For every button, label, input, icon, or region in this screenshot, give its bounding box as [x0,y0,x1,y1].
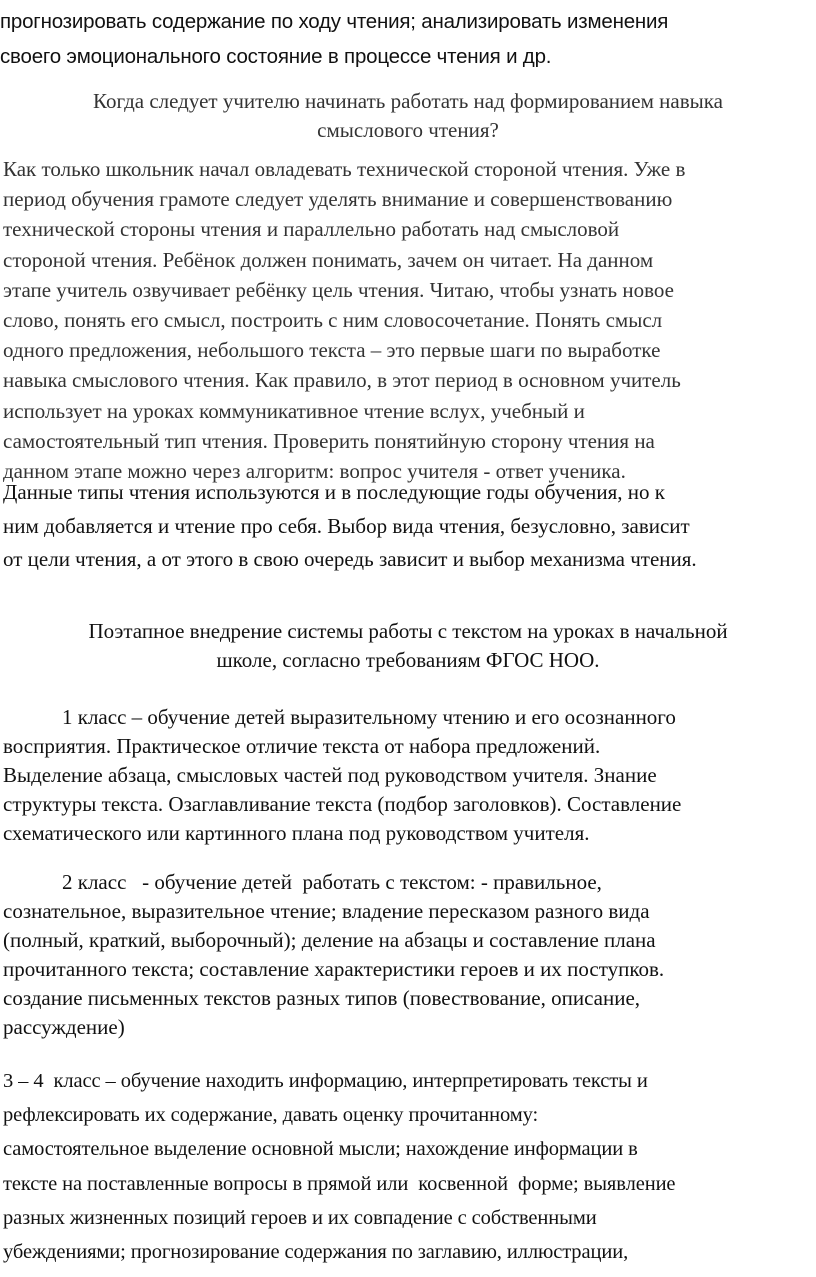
answer-paragraph [3,154,815,486]
grade1-line-2: восприятия. Практическое отличие текста от набора предложений. [3,734,601,758]
answer-line-5: этапе учитель озвучивает ребёнку цель чтения. Читаю, чтобы узнать новое [3,277,674,302]
grade34-line-1: 3 – 4 класс – обучение находить информацию, интерпретировать тексты и [3,1070,648,1092]
grade2-line-3: (полный, краткий, выборочный); деление на абзацы и составление плана [3,928,656,952]
intro-line-1: прогнозировать содержание по ходу чтения; анализировать изменения [0,10,669,33]
grade1-line-3: Выделение абзаца, смысловых частей под руководством учителя. Знание [3,763,657,787]
grade34-line-5: разных жизненных позиций героев и их совпадение с собственными [3,1206,597,1229]
stages-heading [0,617,816,675]
question-line-1: Когда следует учителю начинать работать над формированием навыка [93,89,723,113]
answer-line-11: данном этапе можно через алгоритм: вопрос учителя - ответ ученика. [3,459,626,484]
grade2-line-2: сознательное, выразительное чтение; владение пересказом разного вида [3,899,650,923]
answer-line-10: самостоятельный тип чтения. Проверить понятийную сторону чтения на [3,428,655,453]
grade34-line-6: убеждениями; прогнозирование содержания по заглавию, иллюстрации, [3,1241,629,1264]
grade-1-paragraph [3,703,815,848]
grade2-line-5: создание письменных текстов разных типов (повествование, описание, [3,986,641,1010]
types-line-1: Данные типы чтения используются и в последующие годы обучения, но к [3,480,666,504]
grade34-line-3: самостоятельное выделение основной мысли; нахождение информации в [3,1138,638,1161]
types-line-3: от цели чтения, а от этого в свою очередь зависит и выбор механизма чтения. [3,547,697,571]
answer-line-3: технической стороны чтения и параллельно работать над смысловой [3,217,620,242]
answer-line-6: слово, понять его смысл, построить с ним словосочетание. Понять смысл [3,308,663,333]
intro-line-2: своего эмоционального состояние в процессе чтения и др. [0,45,552,68]
answer-line-8: навыка смыслового чтения. Как правило, в этот период в основном учитель [3,368,681,393]
grade2-line-1: 2 класс - обучение детей работать с текстом: - правильное, [62,870,602,894]
answer-line-4: стороной чтения. Ребёнок должен понимать, зачем он читает. На данном [3,247,654,272]
grade34-line-4: тексте на поставленные вопросы в прямой или косвенной форме; выявление [3,1172,676,1195]
answer-line-1: Как только школьник начал овладевать технической стороной чтения. Уже в [3,157,686,181]
stages-line-2: школе, согласно требованиям ФГОС НОО. [216,648,600,672]
answer-line-7: одного предложения, небольшого текста – это первые шаги по выработке [3,338,661,363]
reading-types-paragraph [3,476,815,577]
question-line-2: смыслового чтения? [317,118,499,142]
grade1-line-1: 1 класс – обучение детей выразительному чтению и его осознанного [62,705,676,729]
stages-line-1: Поэтапное внедрение системы работы с текстом на уроках в начальной [88,619,728,643]
types-line-2: ним добавляется и чтение про себя. Выбор вида чтения, безусловно, зависит [3,513,690,538]
grade1-line-4: структуры текста. Озаглавливание текста (подбор заголовков). Составление [3,792,682,816]
answer-line-9: использует на уроках коммуникативное чтение вслух, учебный и [3,398,585,423]
grade-3-4-paragraph [3,1064,815,1269]
grade2-line-6: рассуждение) [3,1015,125,1039]
grade34-line-2: рефлексировать их содержание, давать оценку прочитанному: [3,1104,539,1127]
answer-line-2: период обучения грамоте следует уделять внимание и совершенствованию [3,187,673,212]
grade1-line-5: схематического или картинного плана под руководством учителя. [3,821,590,845]
question-heading [0,87,816,145]
grade-2-paragraph [3,868,815,1042]
grade2-line-4: прочитанного текста; составление характеристики героев и их поступков. [3,957,665,981]
intro-paragraph [0,4,812,74]
